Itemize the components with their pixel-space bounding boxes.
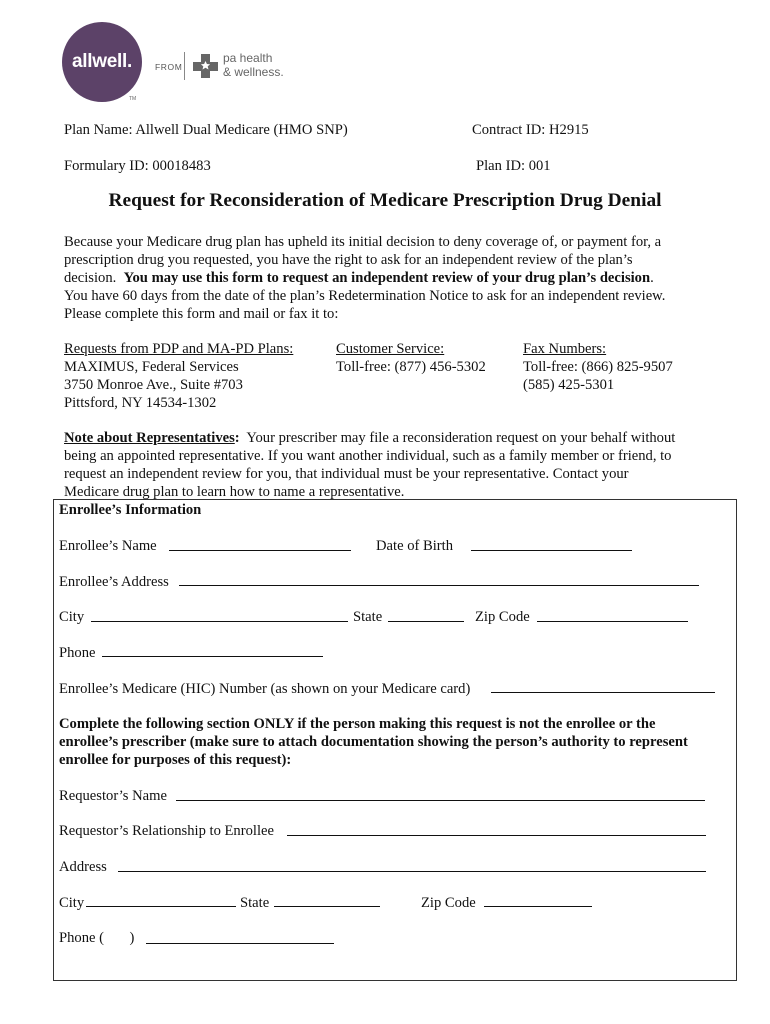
logo-wordmark: allwell. bbox=[72, 51, 132, 72]
requestor-phone-label: Phone ( ) bbox=[59, 930, 135, 946]
maximus-org: MAXIMUS, Federal Services bbox=[64, 359, 239, 375]
representatives-note-line-1: Note about Representatives: Your prescriber may file a reconsideration request on your behalf without bbox=[64, 430, 676, 446]
enrollee-name-label: Enrollee’s Name bbox=[59, 538, 157, 554]
page-title: Request for Reconsideration of Medicare Prescription Drug Denial bbox=[108, 190, 662, 211]
representatives-note-heading: Note about Representatives bbox=[64, 430, 235, 446]
phone-field[interactable] bbox=[102, 656, 323, 657]
partner-name-line1: pa health bbox=[223, 51, 273, 65]
representatives-note-line-3: request an independent review for you, that individual must be your representative. Contact your bbox=[64, 466, 629, 482]
fax-number-2: (585) 425-5301 bbox=[523, 377, 615, 393]
medicare-number-field[interactable] bbox=[491, 692, 715, 693]
dob-label: Date of Birth bbox=[376, 538, 454, 554]
logo-divider bbox=[184, 52, 185, 80]
requests-heading: Requests from PDP and MA-PD Plans: bbox=[64, 341, 294, 357]
intro-line-3 bbox=[64, 269, 654, 287]
dob-field[interactable] bbox=[471, 550, 632, 551]
enrollee-address-field[interactable] bbox=[179, 585, 699, 586]
enrollee-address-label: Enrollee’s Address bbox=[59, 574, 169, 590]
pa-health-cross-icon bbox=[192, 53, 219, 79]
requestor-phone-field[interactable] bbox=[146, 943, 334, 944]
mailing-address-2: Pittsford, NY 14534-1302 bbox=[64, 395, 217, 411]
intro-line-3-start: decision. bbox=[64, 270, 124, 286]
requestor-state-field[interactable] bbox=[274, 906, 380, 907]
intro-line-2: prescription drug you requested, you have the right to ask for an independent review of the plan’s bbox=[64, 252, 633, 268]
logo-trademark: TM bbox=[129, 96, 137, 102]
intro-emphasis: You may use this form to request an independent review of your drug plan’s decision bbox=[123, 270, 651, 286]
intro-line-1: Because your Medicare drug plan has upheld its initial decision to deny coverage of, or payment for, a bbox=[64, 234, 662, 250]
phone-label: Phone bbox=[59, 645, 96, 661]
requestor-name-field[interactable] bbox=[176, 800, 705, 801]
fax-number-1: Toll-free: (866) 825-9507 bbox=[523, 359, 673, 375]
requestor-zip-label: Zip Code bbox=[421, 895, 476, 911]
logo-from-label: FROM bbox=[155, 62, 183, 72]
representative-instructions-3: enrollee for purposes of this request): bbox=[59, 752, 292, 768]
state-field[interactable] bbox=[388, 621, 464, 622]
formulary-id: Formulary ID: 00018483 bbox=[64, 158, 211, 174]
plan-id: Plan ID: 001 bbox=[476, 158, 551, 174]
customer-service-heading: Customer Service: bbox=[336, 341, 445, 357]
requestor-address-label: Address bbox=[59, 859, 107, 875]
zip-field[interactable] bbox=[537, 621, 688, 622]
mailing-address-1: 3750 Monroe Ave., Suite #703 bbox=[64, 377, 243, 393]
state-label: State bbox=[353, 609, 383, 625]
representative-instructions-1: Complete the following section ONLY if the person making this request is not the enrollee or the bbox=[59, 716, 656, 732]
requestor-city-field[interactable] bbox=[86, 906, 236, 907]
requestor-city-label: City bbox=[59, 895, 85, 911]
requestor-relationship-label: Requestor’s Relationship to Enrollee bbox=[59, 823, 274, 839]
enrollee-name-field[interactable] bbox=[169, 550, 351, 551]
contract-id: Contract ID: H2915 bbox=[472, 122, 589, 138]
medicare-number-label: Enrollee’s Medicare (HIC) Number (as shown on your Medicare card) bbox=[59, 681, 471, 697]
partner-name-line2: & wellness. bbox=[223, 65, 284, 79]
representatives-note-line-2: being an appointed representative. If you want another individual, such as a family member or friend, to bbox=[64, 448, 672, 464]
intro-line-3-end: . bbox=[650, 270, 654, 286]
representatives-note-line-4: Medicare drug plan to learn how to name a representative. bbox=[64, 484, 405, 500]
plan-name: Plan Name: Allwell Dual Medicare (HMO SNP) bbox=[64, 122, 348, 138]
fax-heading: Fax Numbers: bbox=[523, 341, 607, 357]
intro-line-5: Please complete this form and mail or fax it to: bbox=[64, 306, 339, 322]
customer-service-phone: Toll-free: (877) 456-5302 bbox=[336, 359, 486, 375]
intro-line-4: You have 60 days from the date of the plan’s Redetermination Notice to ask for an independent review. bbox=[64, 288, 666, 304]
requestor-address-field[interactable] bbox=[118, 871, 706, 872]
enrollee-section-title: Enrollee’s Information bbox=[59, 502, 202, 518]
representative-instructions-2: enrollee’s prescriber (make sure to attach documentation showing the person’s authority to represent bbox=[59, 734, 688, 750]
allwell-logo bbox=[62, 22, 142, 102]
zip-label: Zip Code bbox=[475, 609, 530, 625]
city-label: City bbox=[59, 609, 85, 625]
requestor-zip-field[interactable] bbox=[484, 906, 592, 907]
requestor-state-label: State bbox=[240, 895, 270, 911]
requestor-name-label: Requestor’s Name bbox=[59, 788, 167, 804]
city-field[interactable] bbox=[91, 621, 348, 622]
requestor-relationship-field[interactable] bbox=[287, 835, 706, 836]
